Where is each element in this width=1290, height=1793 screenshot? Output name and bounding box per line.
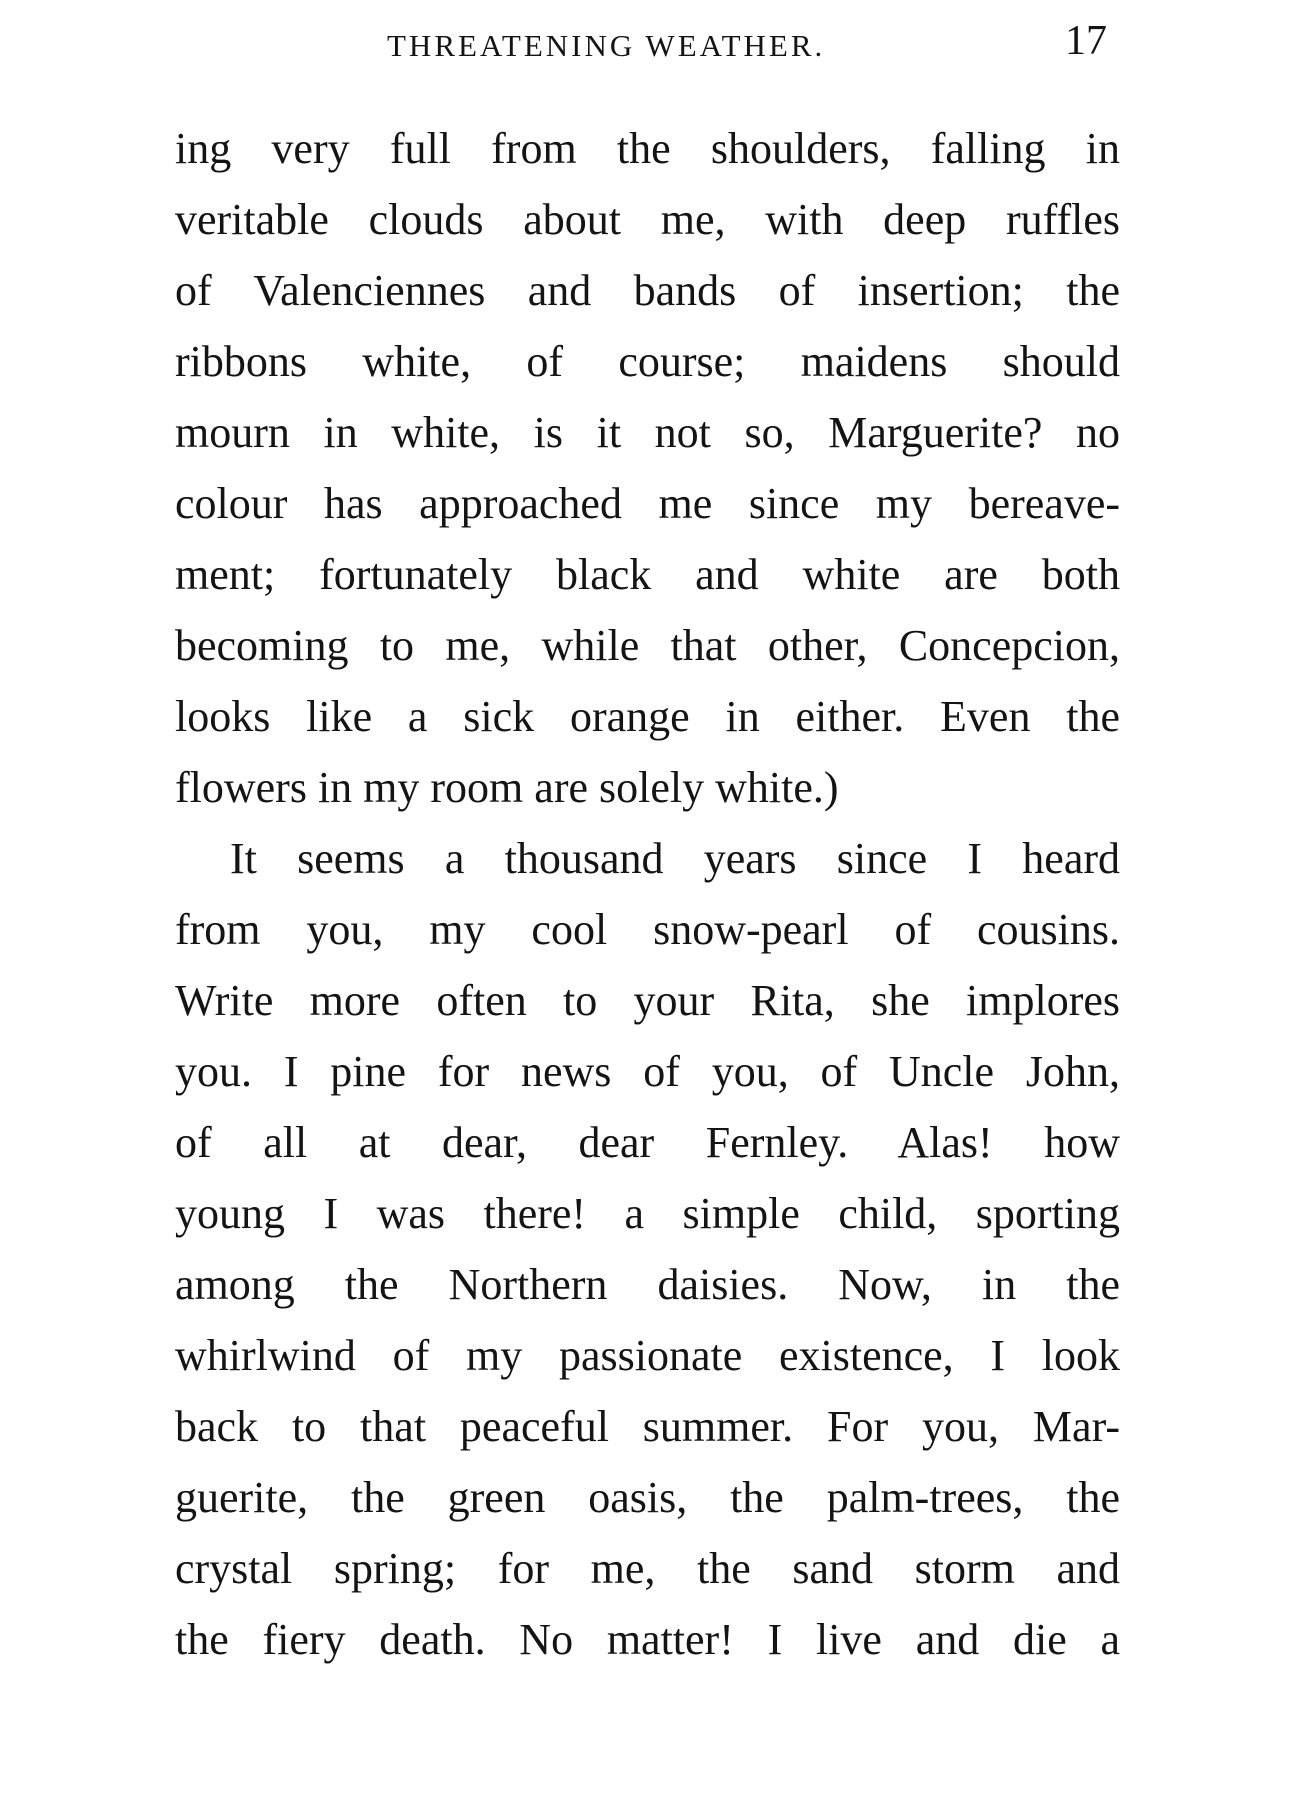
text-line: ribbons white, of course; maidens should (175, 337, 1120, 386)
text-line: ing very full from the shoulders, falling in (175, 124, 1120, 173)
text-line: of Valenciennes and bands of insertion; the (175, 266, 1120, 315)
text-line: young I was there! a simple child, sporting (175, 1189, 1120, 1238)
text-line: looks like a sick orange in either. Even the (175, 692, 1120, 741)
text-line: mourn in white, is it not so, Marguerite? no (175, 408, 1120, 457)
text-line: from you, my cool snow-pearl of cousins. (175, 905, 1120, 954)
text-line: among the Northern daisies. Now, in the (175, 1260, 1120, 1309)
text-line: Write more often to your Rita, she implores (175, 976, 1120, 1025)
text-line: colour has approached me since my bereave- (175, 479, 1120, 528)
text-line: ment; fortunately black and white are both (175, 550, 1120, 599)
page-number: 17 (1065, 18, 1107, 64)
text-line: of all at dear, dear Fernley. Alas! how (175, 1118, 1120, 1167)
text-line: crystal spring; for me, the sand storm and (175, 1544, 1120, 1593)
paragraph-start-line: It seems a thousand years since I heard (230, 834, 1120, 883)
text-line: back to that peaceful summer. For you, Mar- (175, 1402, 1120, 1451)
text-line: becoming to me, while that other, Concepcion, (175, 621, 1120, 670)
text-line: guerite, the green oasis, the palm-trees, the (175, 1473, 1120, 1522)
running-head: THREATENING WEATHER. (387, 28, 826, 63)
body-text (175, 113, 1120, 1675)
text-line: the fiery death. No matter! I live and die a (175, 1615, 1120, 1664)
text-line: you. I pine for news of you, of Uncle John, (175, 1047, 1120, 1096)
text-line: veritable clouds about me, with deep ruffles (175, 195, 1120, 244)
paragraph-end-line: flowers in my room are solely white.) (175, 763, 839, 812)
text-line: whirlwind of my passionate existence, I look (175, 1331, 1120, 1380)
